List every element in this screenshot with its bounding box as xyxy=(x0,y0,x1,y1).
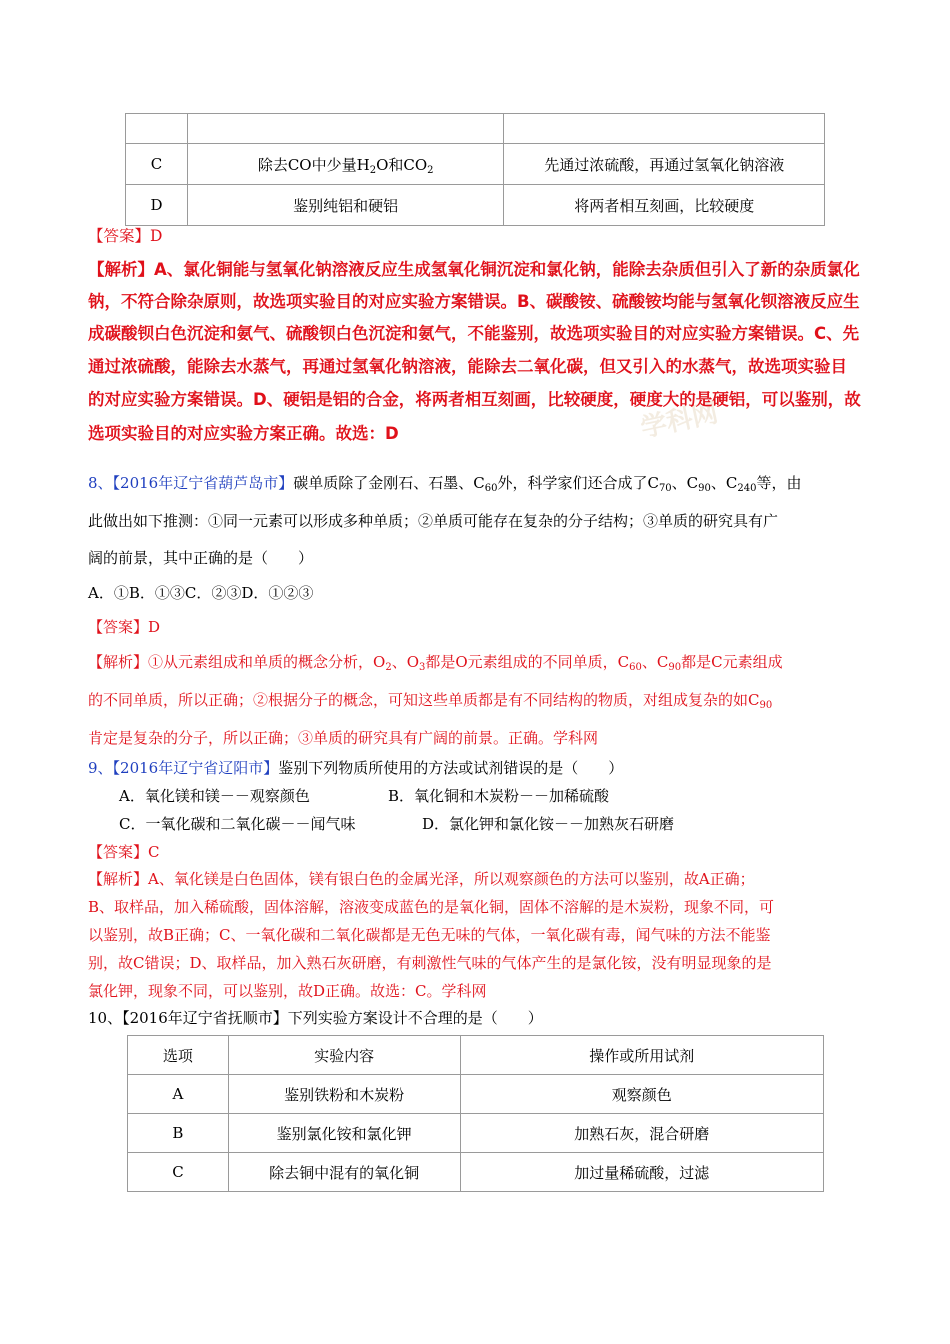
subscript: 3 xyxy=(419,662,426,673)
table-cell: C xyxy=(128,1153,229,1192)
q9-option-d: D．氯化钾和氯化铵－－加熟灰石研磨 xyxy=(422,815,675,833)
q8-answer: 【答案】D xyxy=(88,618,161,636)
text-run: 【解析】①从元素组成和单质的概念分析，O xyxy=(88,653,386,671)
text-run: 、O xyxy=(391,653,419,671)
table-cell: 加过量稀硫酸，过滤 xyxy=(460,1153,823,1192)
table-cell: 先通过浓硫酸，再通过氢氧化钠溶液 xyxy=(504,144,825,185)
subscript: 90 xyxy=(668,662,682,673)
q9-analysis-line: 以鉴别，故B正确；C、一氧化碳和二氧化碳都是无色无味的气体，一氧化碳有毒，闻气味的方法不能鉴 xyxy=(88,926,771,944)
text-run: 外，科学家们还合成了C xyxy=(497,474,659,492)
q8-analysis-line xyxy=(88,651,783,672)
table-cell: 鉴别纯铝和硬铝 xyxy=(187,185,504,226)
table-cell: C xyxy=(126,144,188,185)
subscript: 60 xyxy=(629,662,642,673)
q7-analysis-line: 【解析】A、氯化铜能与氢氧化钠溶液反应生成氢氧化铜沉淀和氯化钠，能除去杂质但引入了新的杂质氯化 xyxy=(88,260,860,279)
table-cell: 鉴别铁粉和木炭粉 xyxy=(228,1075,460,1114)
table-cell xyxy=(504,114,825,144)
subscript: 2 xyxy=(369,164,377,176)
table-header-row xyxy=(128,1036,824,1075)
table-row xyxy=(128,1075,824,1114)
q9-option-c: C．一氧化碳和二氧化碳－－闻气味 xyxy=(119,815,356,833)
q8-stem-line3: 阔的前景，其中正确的是（ ） xyxy=(88,549,314,567)
table-cell xyxy=(187,144,504,185)
table-cell: 鉴别氯化铵和氯化钾 xyxy=(228,1114,460,1153)
text-run: 、C xyxy=(710,474,738,492)
table-cell: A xyxy=(128,1075,229,1114)
question-number: 9、 xyxy=(88,759,113,777)
text-run: 除去CO中少量H xyxy=(257,155,370,174)
text-run: 碳单质除了金刚石、石墨、C xyxy=(293,474,485,492)
question-number: 10、 xyxy=(88,1009,123,1027)
q8-analysis-line: 肯定是复杂的分子，所以正确；③单质的研究具有广阔的前景。正确。学科网 xyxy=(88,729,599,747)
q8-analysis-line xyxy=(88,689,772,710)
table-cell: 加熟石灰，混合研磨 xyxy=(460,1114,823,1153)
text-run: 、C xyxy=(641,653,669,671)
subscript: 2 xyxy=(385,662,392,673)
table-cell xyxy=(187,114,504,144)
q9-answer: 【答案】C xyxy=(88,843,160,861)
table-row xyxy=(126,185,825,226)
subscript: 240 xyxy=(737,483,757,494)
q7-analysis-line: 通过浓硫酸，能除去水蒸气，再通过氢氧化钠溶液，能除去二氧化碳，但又引入的水蒸气，故选项实验目 xyxy=(88,357,847,376)
q9-stem xyxy=(88,757,623,778)
q9-analysis-line: 别，故C错误；D、取样品，加入熟石灰研磨，有刺激性气味的气体产生的是氯化铵，没有明显现象的是 xyxy=(88,954,772,972)
question-source: 【2016年辽宁省抚顺市】 xyxy=(122,1009,288,1027)
table-row xyxy=(128,1114,824,1153)
q9-option-b: B．氧化铜和木炭粉－－加稀硫酸 xyxy=(388,787,610,805)
question-source: 【2016年辽宁省辽阳市】 xyxy=(112,759,279,777)
watermark-logo: 学科网 xyxy=(638,398,721,444)
subscript: 90 xyxy=(759,700,773,711)
q7-analysis-line: 的对应实验方案错误。D、硬铝是铝的合金，将两者相互刻画，比较硬度，硬度大的是硬铝，可以鉴别，故 xyxy=(88,390,861,409)
text-run: 都是C元素组成 xyxy=(681,653,783,671)
column-header: 操作或所用试剂 xyxy=(460,1036,823,1075)
q7-analysis-line: 选项实验目的对应实验方案正确。故选：D xyxy=(88,424,399,443)
table-row xyxy=(128,1153,824,1192)
table-cell xyxy=(126,114,188,144)
q10-stem xyxy=(88,1007,543,1028)
q9-analysis-line: 氯化钾，现象不同，可以鉴别，故D正确。故选：C。学科网 xyxy=(88,982,487,1000)
question-source: 【2016年辽宁省葫芦岛市】 xyxy=(112,474,294,492)
q10-table xyxy=(127,1035,824,1192)
text-run: O和CO xyxy=(376,155,428,174)
text-run: 下列实验方案设计不合理的是（ ） xyxy=(287,1009,543,1027)
q8-stem-line1 xyxy=(88,472,801,493)
q7-analysis-line: 成碳酸钡白色沉淀和氨气、硫酸钡白色沉淀和氨气，不能鉴别，故选项实验目的对应实验方案错误。C、先 xyxy=(88,324,860,343)
text-run: 、C xyxy=(671,474,699,492)
table-cell: D xyxy=(126,185,188,226)
table-cell: 除去铜中混有的氧化铜 xyxy=(228,1153,460,1192)
column-header: 实验内容 xyxy=(228,1036,460,1075)
subscript: 70 xyxy=(658,483,672,494)
text-run: 的不同单质，所以正确；②根据分子的概念，可知这些单质都是有不同结构的物质，对组成复杂的如C xyxy=(88,691,760,709)
table-row xyxy=(126,144,825,185)
q7-analysis-line: 钠，不符合除杂原则，故选项实验目的对应实验方案错误。B、碳酸铵、硫酸铵均能与氢氧化钡溶液反应生 xyxy=(88,292,860,311)
q9-analysis-line: 【解析】A、氧化镁是白色固体，镁有银白色的金属光泽，所以观察颜色的方法可以鉴别，故A正确； xyxy=(88,870,755,888)
text-run: 都是O元素组成的不同单质，C xyxy=(425,653,630,671)
q9-option-a: A．氧化镁和镁－－观察颜色 xyxy=(119,787,310,805)
q8-stem-line2: 此做出如下推测：①同一元素可以形成多种单质；②单质可能存在复杂的分子结构；③单质的研究具有广 xyxy=(88,512,779,530)
subscript: 90 xyxy=(698,483,711,494)
table-row xyxy=(126,114,825,144)
column-header: 选项 xyxy=(128,1036,229,1075)
q9-analysis-line: B、取样品，加入稀硫酸，固体溶解，溶液变成蓝色的是氧化铜，固体不溶解的是木炭粉，现象不同，可 xyxy=(88,898,775,916)
q7-answer: 【答案】D xyxy=(88,227,163,245)
text-run: 鉴别下列物质所使用的方法或试剂错误的是（ ） xyxy=(278,759,624,777)
subscript: 2 xyxy=(427,164,434,176)
subscript: 60 xyxy=(484,483,498,494)
text-run: 等，由 xyxy=(756,474,802,492)
table-cell: 将两者相互刻画，比较硬度 xyxy=(504,185,825,226)
top-table xyxy=(125,113,825,226)
table-cell: 观察颜色 xyxy=(460,1075,823,1114)
table-cell: B xyxy=(128,1114,229,1153)
question-number: 8、 xyxy=(88,474,113,492)
q8-options: A．①B．①③C．②③D．①②③ xyxy=(88,584,314,602)
